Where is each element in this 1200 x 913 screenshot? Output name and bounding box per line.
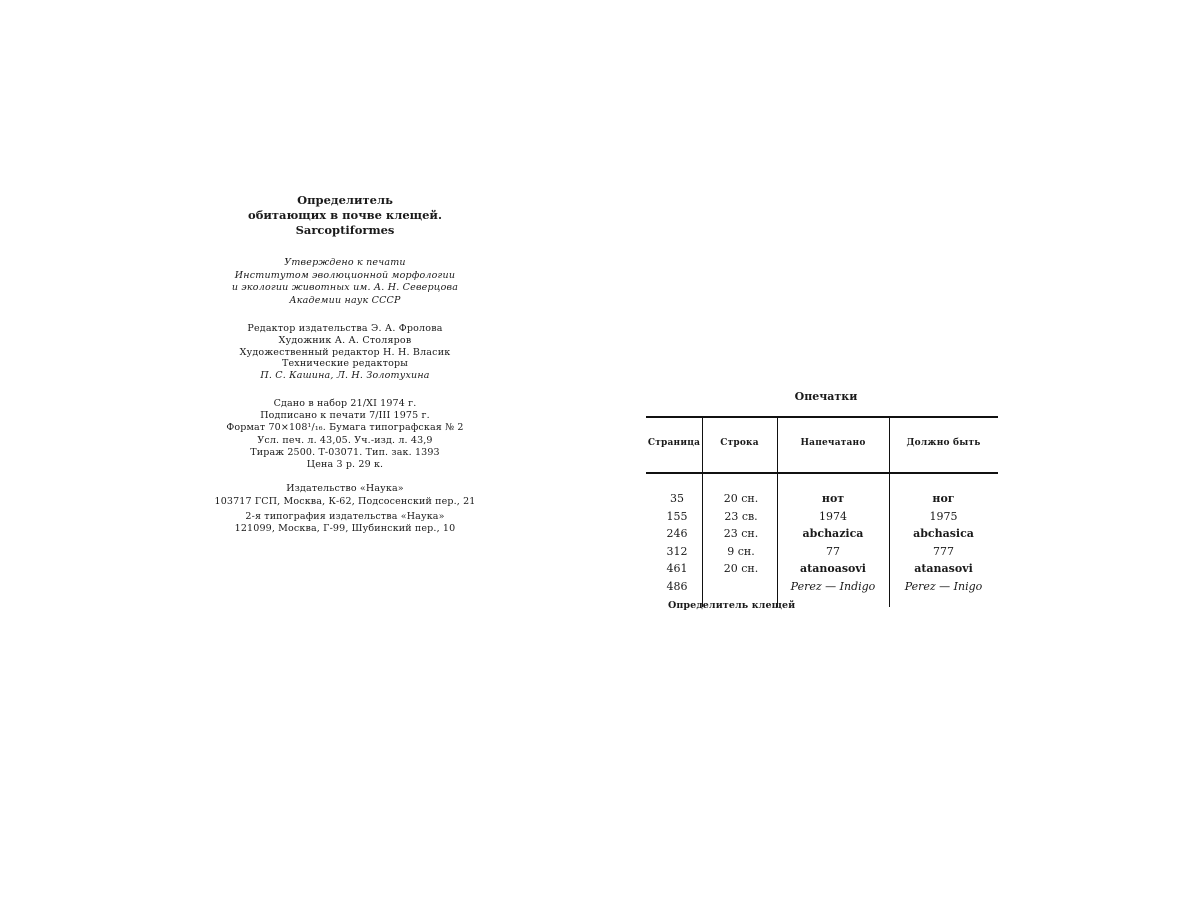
- table-row: [646, 562, 998, 580]
- editor-line: Редактор издательства Э. А. Фролова: [247, 323, 443, 334]
- tech-editors-names: П. С. Кашина, Л. Н. Золотухина: [260, 370, 430, 382]
- cell-printed: 77: [826, 544, 840, 558]
- cell-correct: 1975: [929, 509, 958, 523]
- cell-printed: abchazica: [802, 527, 864, 540]
- cell-line: 20 сн.: [723, 562, 759, 575]
- art-editor-line: Художественный редактор Н. Н. Власик: [239, 346, 451, 358]
- print-run-line: Тираж 2500. Т-03071. Тип. зак. 1393: [250, 446, 440, 458]
- header-page: Страница: [647, 438, 701, 448]
- title-line-1: Определитель: [297, 193, 393, 207]
- errata-rows: [646, 492, 998, 597]
- table-row: [646, 527, 998, 545]
- sheets-line: Усл. печ. л. 43,05. Уч.-изд. л. 43,9: [257, 434, 433, 446]
- errata-title: Опечатки: [794, 390, 858, 403]
- cell-printed: atanoasovi: [800, 562, 866, 575]
- printer-name: 2-я типография издательства «Наука»: [245, 510, 445, 522]
- publisher-address: 103717 ГСП, Москва, К-62, Подсосенский пер., 21: [214, 495, 476, 507]
- cell-correct: 777: [933, 544, 954, 558]
- approval-line-2: Институтом эволюционной морфологии: [234, 269, 456, 281]
- approval-block: [205, 257, 485, 307]
- price-line: Цена 3 р. 29 к.: [306, 459, 384, 470]
- cell-page: 312: [666, 544, 688, 558]
- table-top-rule: [646, 416, 998, 418]
- cell-page: 35: [670, 492, 684, 505]
- cell-correct: atanasovi: [914, 562, 973, 575]
- tech-editors-label: Технические редакторы: [281, 358, 409, 370]
- errata-table: [646, 413, 998, 606]
- printing-details: [205, 398, 485, 471]
- errata-page: [646, 390, 998, 606]
- typeset-date: Сдано в набор 21/XI 1974 г.: [273, 397, 417, 409]
- table-header-rule: [646, 472, 998, 474]
- colophon-page: [205, 193, 485, 535]
- table-row: [646, 545, 998, 563]
- signed-date: Подписано к печати 7/III 1975 г.: [260, 410, 430, 422]
- cell-line: 23 сн.: [723, 527, 759, 540]
- format-line: Формат 70×108¹/₁₆. Бумага типографская № 2: [226, 422, 464, 434]
- book-title: [205, 193, 485, 238]
- cell-page: 486: [666, 579, 688, 593]
- cell-printed: нот: [821, 492, 845, 505]
- cell-correct: ног: [932, 492, 955, 505]
- cell-printed: Perez — Indigo: [790, 579, 876, 593]
- cell-line: 20 сн.: [723, 492, 759, 505]
- title-line-3: Sarcoptiformes: [295, 223, 395, 237]
- staff-block: [205, 323, 485, 382]
- header-should-be: Должно быть: [906, 438, 981, 448]
- publisher-block: [205, 483, 485, 535]
- cell-page: 155: [666, 509, 688, 523]
- cell-correct: Perez — Inigo: [904, 579, 983, 593]
- cell-correct: abchasica: [913, 527, 974, 540]
- approval-line-3: и экологии животных им. А. Н. Северцова: [231, 282, 459, 293]
- artist-line: Художник А. А. Столяров: [278, 334, 412, 346]
- header-line: Строка: [720, 438, 759, 448]
- header-printed: Напечатано: [800, 438, 866, 448]
- cell-page: 246: [666, 527, 688, 540]
- table-row: [646, 492, 998, 510]
- printer-address: 121099, Москва, Г-99, Шубинский пер., 10: [234, 523, 456, 535]
- cell-printed: 1974: [819, 509, 847, 523]
- table-row: [646, 580, 998, 598]
- approval-line-4: Академии наук СССР: [289, 294, 401, 306]
- table-row: [646, 510, 998, 528]
- cell-page: 461: [666, 562, 688, 575]
- errata-footer: Определитель клещей: [668, 600, 796, 611]
- cell-line: 9 сн.: [727, 544, 755, 558]
- cell-line: 23 св.: [724, 509, 758, 523]
- approval-line-1: Утверждено к печати: [284, 257, 406, 268]
- title-line-2: обитающих в почве клещей.: [248, 208, 442, 222]
- publisher-name: Издательство «Наука»: [286, 483, 404, 495]
